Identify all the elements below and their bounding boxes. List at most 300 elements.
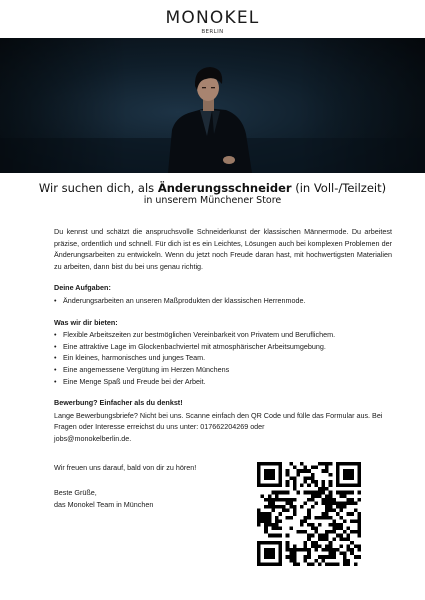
qr-module: [322, 537, 326, 541]
qr-module: [264, 473, 268, 477]
qr-module: [325, 505, 329, 509]
qr-module: [264, 512, 268, 516]
qr-module: [322, 534, 326, 538]
qr-module: [282, 505, 286, 509]
qr-module: [296, 530, 300, 534]
qr-module: [307, 491, 311, 495]
qr-module: [282, 498, 286, 502]
qr-module: [271, 527, 275, 531]
qr-module: [314, 544, 318, 548]
qr-module: [289, 516, 293, 520]
offers-title: Was wir dir bieten:: [54, 317, 118, 327]
qr-module: [357, 530, 361, 534]
qr-module: [293, 544, 297, 548]
qr-module: [268, 555, 272, 559]
qr-module: [339, 516, 343, 520]
qr-module: [293, 509, 297, 513]
qr-module: [332, 523, 336, 527]
qr-module: [347, 559, 351, 563]
qr-module: [329, 509, 333, 513]
qr-module: [307, 469, 311, 473]
qr-module: [304, 555, 308, 559]
qr-module: [304, 519, 308, 523]
qr-module: [314, 491, 318, 495]
qr-module: [339, 523, 343, 527]
qr-module: [350, 473, 354, 477]
qr-module: [293, 562, 297, 566]
qr-module: [293, 505, 297, 509]
qr-module: [318, 516, 322, 520]
qr-module: [268, 519, 272, 523]
qr-module: [332, 519, 336, 523]
qr-module: [318, 544, 322, 548]
qr-module: [257, 552, 261, 556]
qr-module: [357, 480, 361, 484]
qr-module: [304, 541, 308, 545]
qr-module: [329, 548, 333, 552]
qr-module: [279, 498, 283, 502]
qr-module: [322, 469, 326, 473]
signoff-team: das Monokel Team in München: [54, 499, 154, 509]
qr-module: [257, 484, 261, 488]
qr-module: [357, 555, 361, 559]
qr-module: [325, 487, 329, 491]
qr-module: [311, 466, 315, 470]
qr-module: [286, 484, 290, 488]
qr-module: [350, 462, 354, 466]
qr-module: [325, 469, 329, 473]
qr-module: [354, 530, 358, 534]
qr-module: [268, 473, 272, 477]
headline-prefix: Wir suchen dich, als: [38, 181, 158, 195]
qr-module: [264, 505, 268, 509]
qr-module: [279, 555, 283, 559]
qr-module: [268, 516, 272, 520]
qr-module: [304, 466, 308, 470]
qr-module: [307, 555, 311, 559]
qr-module: [279, 469, 283, 473]
qr-module: [336, 505, 340, 509]
qr-module: [322, 516, 326, 520]
qr-module: [357, 534, 361, 538]
qr-module: [296, 473, 300, 477]
qr-module: [261, 562, 265, 566]
qr-module: [329, 505, 333, 509]
qr-module: [332, 537, 336, 541]
qr-module: [339, 544, 343, 548]
qr-module: [279, 544, 283, 548]
qr-module: [275, 523, 279, 527]
qr-module: [311, 527, 315, 531]
qr-module: [279, 527, 283, 531]
qr-module: [268, 501, 272, 505]
qr-module: [271, 473, 275, 477]
qr-module: [311, 491, 315, 495]
qr-module: [311, 480, 315, 484]
qr-module: [354, 484, 358, 488]
qr-module: [271, 505, 275, 509]
qr-module: [304, 501, 308, 505]
qr-module: [336, 491, 340, 495]
qr-module: [357, 512, 361, 516]
list-item: • Eine angemessene Vergütung im Herzen Münchens: [54, 364, 392, 376]
qr-module: [286, 534, 290, 538]
qr-module: [293, 552, 297, 556]
qr-module: [268, 476, 272, 480]
qr-module: [293, 512, 297, 516]
qr-module: [329, 501, 333, 505]
application-text: Lange Bewerbungsbriefe? Nicht bei uns. Scanne einfach den QR Code und fülle das Formular aus. Bei Fragen oder Interesse erreichst du uns unter: 017662204269 oder: [54, 410, 383, 432]
qr-module: [286, 541, 290, 545]
closing-line: Wir freuen uns darauf, bald von dir zu hören!: [54, 462, 197, 472]
qr-module: [350, 541, 354, 545]
qr-module: [275, 491, 279, 495]
qr-module: [339, 494, 343, 498]
qr-module: [279, 552, 283, 556]
job-headline: [0, 181, 425, 207]
qr-module: [336, 469, 340, 473]
qr-module: [336, 523, 340, 527]
qr-module: [307, 537, 311, 541]
qr-module: [257, 473, 261, 477]
qr-module: [268, 462, 272, 466]
qr-module: [307, 476, 311, 480]
qr-module: [304, 548, 308, 552]
qr-module: [347, 548, 351, 552]
qr-module: [347, 473, 351, 477]
qr-module: [354, 544, 358, 548]
qr-module: [314, 501, 318, 505]
qr-module: [322, 484, 326, 488]
qr-module: [261, 462, 265, 466]
qr-module: [257, 559, 261, 563]
qr-module: [271, 491, 275, 495]
qr-module: [357, 523, 361, 527]
qr-module: [329, 462, 333, 466]
qr-module: [257, 544, 261, 548]
qr-module: [350, 491, 354, 495]
qr-module: [329, 480, 333, 484]
qr-module: [271, 555, 275, 559]
qr-module: [347, 527, 351, 531]
qr-module: [336, 527, 340, 531]
qr-module: [286, 473, 290, 477]
qr-module: [289, 476, 293, 480]
qr-module: [347, 544, 351, 548]
qr-module: [268, 562, 272, 566]
qr-module: [343, 537, 347, 541]
qr-module: [268, 498, 272, 502]
qr-module: [343, 462, 347, 466]
qr-module: [279, 559, 283, 563]
qr-module: [329, 555, 333, 559]
qr-module: [322, 491, 326, 495]
qr-module: [343, 484, 347, 488]
qr-module: [264, 541, 268, 545]
qr-module: [354, 501, 358, 505]
qr-module: [296, 548, 300, 552]
qr-module: [325, 516, 329, 520]
qr-module: [304, 544, 308, 548]
qr-module: [257, 548, 261, 552]
qr-module: [279, 512, 283, 516]
qr-module: [347, 562, 351, 566]
qr-module: [357, 548, 361, 552]
qr-module: [350, 501, 354, 505]
qr-module: [339, 491, 343, 495]
qr-module: [325, 466, 329, 470]
qr-module: [357, 476, 361, 480]
qr-module: [325, 555, 329, 559]
qr-module: [307, 552, 311, 556]
qr-module: [357, 516, 361, 520]
contact-email[interactable]: jobs@monokelberlin.de.: [54, 433, 132, 443]
qr-module: [354, 555, 358, 559]
qr-module: [311, 494, 315, 498]
qr-module: [268, 505, 272, 509]
qr-module: [325, 534, 329, 538]
qr-module: [257, 541, 261, 545]
qr-module: [339, 509, 343, 513]
list-item: • Ein kleines, harmonisches und junges Team.: [54, 352, 392, 364]
qr-module: [257, 469, 261, 473]
qr-module: [275, 484, 279, 488]
qr-module: [314, 484, 318, 488]
qr-module: [357, 498, 361, 502]
qr-module: [275, 462, 279, 466]
qr-module: [350, 519, 354, 523]
qr-module: [257, 523, 261, 527]
qr-module: [307, 516, 311, 520]
qr-module: [264, 552, 268, 556]
qr-module: [279, 462, 283, 466]
qr-module: [332, 501, 336, 505]
qr-module: [357, 473, 361, 477]
qr-module: [271, 562, 275, 566]
qr-module: [304, 516, 308, 520]
qr-module: [271, 462, 275, 466]
qr-module: [357, 491, 361, 495]
qr-module: [322, 501, 326, 505]
qr-module: [275, 498, 279, 502]
qr-module: [307, 548, 311, 552]
qr-module: [268, 541, 272, 545]
qr-module: [293, 487, 297, 491]
qr-module: [329, 530, 333, 534]
qr-module: [264, 519, 268, 523]
signoff-greeting: Beste Grüße,: [54, 488, 97, 498]
qr-module: [279, 491, 283, 495]
qr-module: [289, 527, 293, 531]
qr-module: [332, 498, 336, 502]
qr-module: [329, 552, 333, 556]
qr-module: [264, 516, 268, 520]
qr-module: [300, 523, 304, 527]
qr-module: [268, 494, 272, 498]
qr-module: [339, 552, 343, 556]
qr-module: [343, 473, 347, 477]
qr-module: [343, 559, 347, 563]
brand-header: [0, 9, 425, 35]
qr-module: [311, 505, 315, 509]
qr-module: [343, 501, 347, 505]
qr-module: [275, 541, 279, 545]
qr-module: [350, 552, 354, 556]
qr-module: [289, 501, 293, 505]
qr-module: [275, 562, 279, 566]
qr-module: [271, 534, 275, 538]
qr-module: [307, 512, 311, 516]
qr-module: [268, 469, 272, 473]
qr-module: [286, 548, 290, 552]
qr-module: [307, 498, 311, 502]
qr-module: [286, 469, 290, 473]
qr-module: [339, 484, 343, 488]
qr-module: [318, 462, 322, 466]
qr-module: [271, 484, 275, 488]
qr-module: [300, 548, 304, 552]
qr-module: [325, 544, 329, 548]
qr-module: [318, 562, 322, 566]
qr-module: [264, 562, 268, 566]
qr-module: [264, 523, 268, 527]
qr-module: [289, 498, 293, 502]
qr-module: [289, 505, 293, 509]
qr-module: [261, 541, 265, 545]
qr-module: [336, 548, 340, 552]
qr-module: [339, 537, 343, 541]
qr-module: [275, 505, 279, 509]
qr-module: [343, 505, 347, 509]
qr-module: [279, 541, 283, 545]
qr-module: [336, 480, 340, 484]
qr-module: [300, 505, 304, 509]
qr-module: [329, 544, 333, 548]
qr-module: [354, 519, 358, 523]
qr-module: [339, 534, 343, 538]
qr-module: [257, 512, 261, 516]
qr-module: [325, 494, 329, 498]
qr-module: [357, 469, 361, 473]
qr-module: [325, 548, 329, 552]
qr-module: [339, 527, 343, 531]
tasks-title: Deine Aufgaben:: [54, 283, 111, 293]
qr-module: [314, 516, 318, 520]
qr-module: [332, 527, 336, 531]
qr-module: [257, 466, 261, 470]
qr-module: [314, 494, 318, 498]
qr-module: [286, 498, 290, 502]
list-item: • Änderungsarbeiten an unseren Maßprodukten der klassischen Herrenmode.: [54, 295, 392, 307]
qr-module: [271, 509, 275, 513]
qr-code[interactable]: [257, 462, 361, 566]
qr-module: [354, 562, 358, 566]
qr-module: [271, 552, 275, 556]
brand-city: BERLIN: [201, 29, 224, 35]
qr-module: [343, 519, 347, 523]
qr-module: [304, 469, 308, 473]
qr-module: [268, 534, 272, 538]
qr-module: [275, 516, 279, 520]
qr-module: [300, 519, 304, 523]
qr-module: [357, 527, 361, 531]
qr-module: [307, 509, 311, 513]
qr-module: [350, 484, 354, 488]
qr-module: [347, 537, 351, 541]
qr-module: [322, 498, 326, 502]
qr-module: [307, 562, 311, 566]
qr-module: [271, 469, 275, 473]
qr-module: [343, 494, 347, 498]
qr-module: [289, 555, 293, 559]
qr-module: [264, 469, 268, 473]
qr-module: [343, 491, 347, 495]
qr-module: [322, 462, 326, 466]
qr-module: [347, 484, 351, 488]
headline-title: [0, 181, 425, 195]
qr-module: [279, 505, 283, 509]
qr-module: [343, 555, 347, 559]
qr-module: [318, 491, 322, 495]
offers-list: [54, 329, 392, 387]
qr-module: [332, 548, 336, 552]
qr-module: [257, 476, 261, 480]
qr-module: [322, 548, 326, 552]
qr-module: [293, 559, 297, 563]
qr-module: [271, 523, 275, 527]
qr-module: [264, 530, 268, 534]
headline-role: Änderungsschneider: [157, 181, 292, 195]
qr-module: [325, 537, 329, 541]
qr-module: [264, 555, 268, 559]
qr-module: [322, 512, 326, 516]
qr-module: [275, 534, 279, 538]
qr-module: [336, 534, 340, 538]
qr-module: [311, 476, 315, 480]
qr-module: [314, 548, 318, 552]
qr-module: [307, 484, 311, 488]
qr-module: [300, 462, 304, 466]
qr-module: [257, 462, 261, 466]
intro-paragraph: Du kennst und schätzt die anspruchsvolle Schneiderkunst der klassischen Männermode. Du arbeitest präzise, ordentlich und schnell. Für dich ist es ein Leichtes, Lösungen auch bei komplexen Problemen der Änderungsarbeiten zu entwickeln. Wenn du jetzt noch Freude daran hast, mit hochwertigsten Materialien zu arbeiten, dann bist du bei uns genau richtig.: [54, 227, 392, 271]
qr-module: [304, 559, 308, 563]
qr-module: [279, 480, 283, 484]
qr-module: [264, 548, 268, 552]
qr-module: [304, 480, 308, 484]
qr-module: [332, 530, 336, 534]
qr-module: [347, 469, 351, 473]
qr-module: [325, 462, 329, 466]
qr-module: [339, 501, 343, 505]
qr-module: [336, 484, 340, 488]
qr-module: [332, 555, 336, 559]
qr-module: [271, 498, 275, 502]
qr-module: [350, 512, 354, 516]
application-title: Bewerbung? Einfacher als du denkst!: [54, 398, 183, 408]
qr-module: [293, 548, 297, 552]
list-item: • Eine attraktive Lage im Glockenbachviertel mit atmosphärischer Arbeitsumgebung.: [54, 341, 392, 353]
qr-module: [325, 509, 329, 513]
qr-module: [261, 484, 265, 488]
qr-module: [350, 469, 354, 473]
qr-module: [257, 509, 261, 513]
qr-module: [318, 523, 322, 527]
qr-module: [275, 527, 279, 531]
qr-module: [343, 562, 347, 566]
qr-module: [257, 555, 261, 559]
qr-module: [332, 562, 336, 566]
qr-module: [279, 484, 283, 488]
